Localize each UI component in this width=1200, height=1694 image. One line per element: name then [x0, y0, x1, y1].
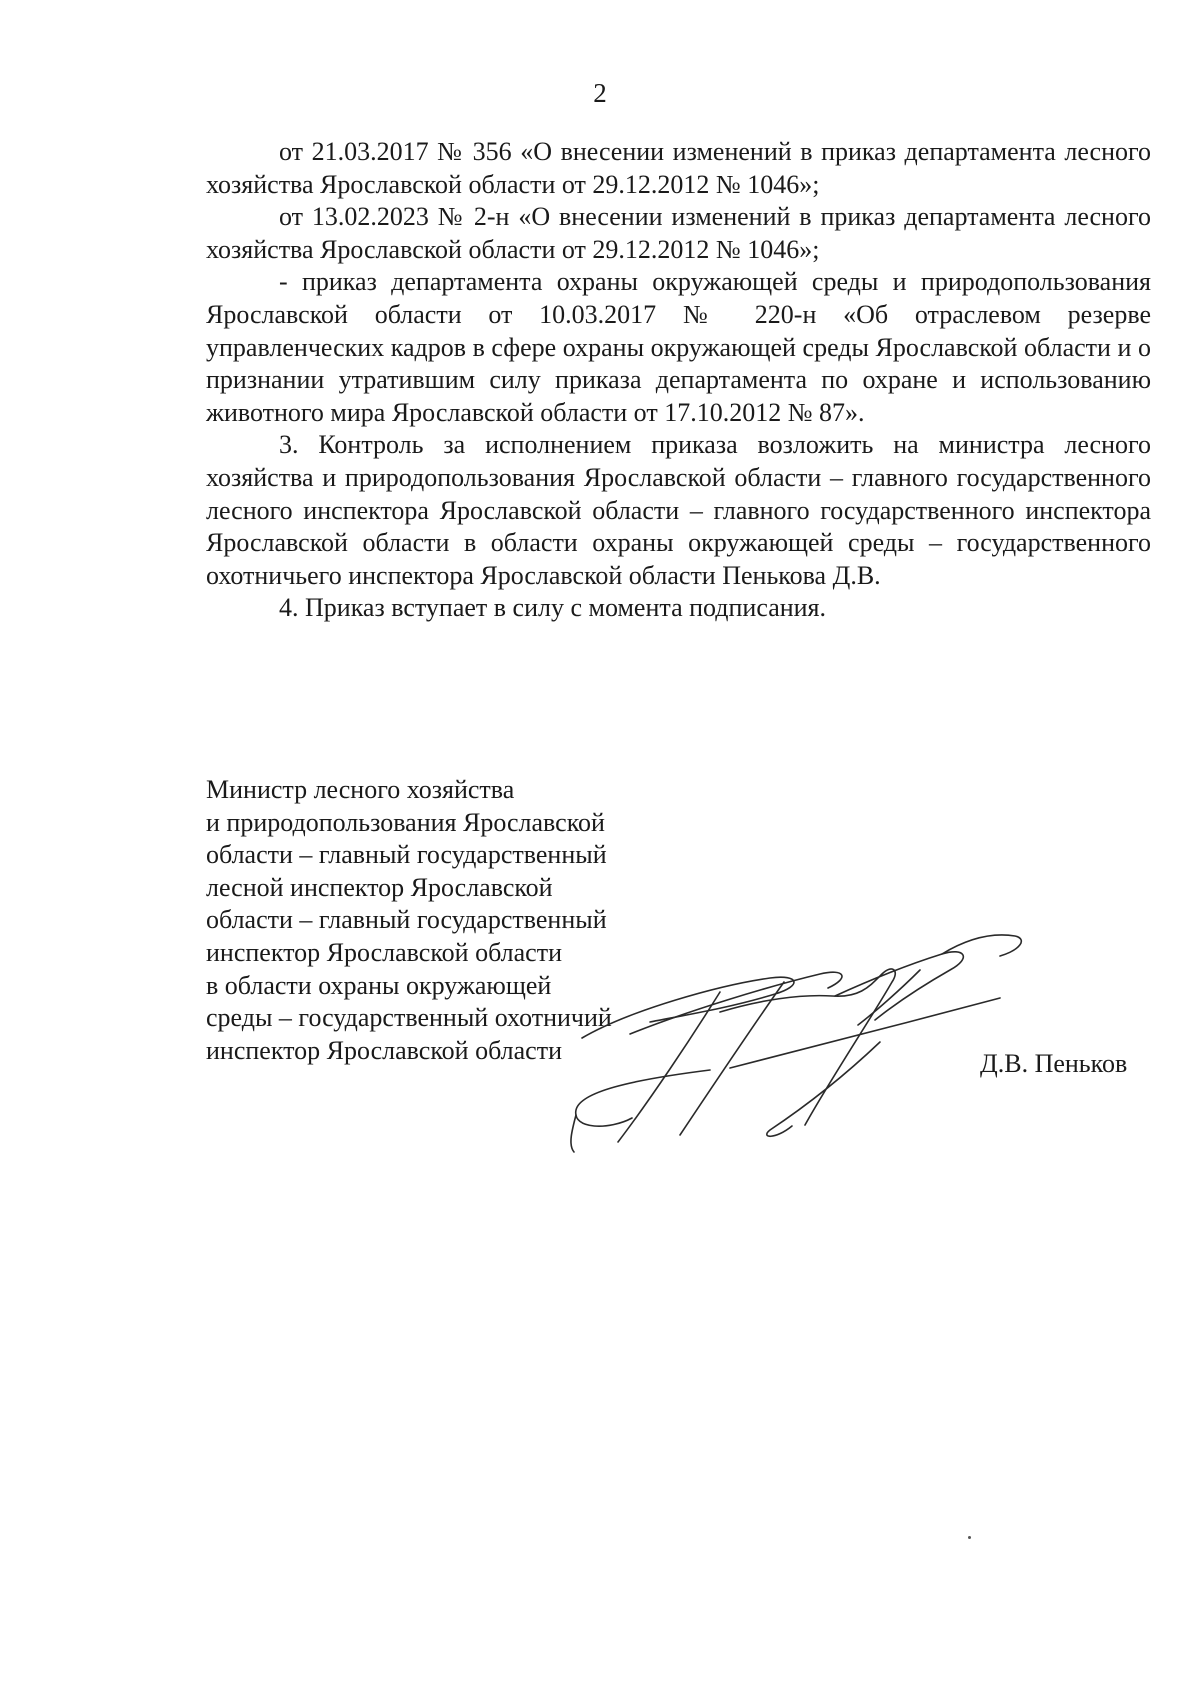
handwritten-signature — [570, 930, 1090, 1160]
signatory-position-line: области – главный государственный — [206, 905, 607, 935]
scan-speck — [968, 1536, 971, 1539]
signatory-position-line: области – главный государственный — [206, 840, 607, 870]
signatory-position-line: среды – государственный охотничий — [206, 1003, 612, 1033]
document-body — [206, 136, 1151, 625]
signatory-position-line: лесной инспектор Ярославской — [206, 872, 553, 902]
paragraph-order-reserve: - приказ департамента охраны окружающей среды и природопользования Ярославской области от 10.03.2017 № 220-н «Об отраслевом резерве управленческих кадров в сфере охраны окружающей среды Ярославской области и о признании утратившим силу приказа департамента по охране и использованию животного мира Ярославской области от 17.10.2012 № 87». — [206, 267, 1151, 427]
page-number: 2 — [593, 78, 607, 108]
signer-name: Д.В. Пеньков — [980, 1049, 1128, 1078]
paragraph-control: 3. Контроль за исполнением приказа возложить на министра лесного хозяйства и природопользования Ярославской области – главного государственного лесного инспектора Ярославской области – главного государственного инспектора Ярославской области в области охраны окружающей среды – государственного охотничьего инспектора Ярославской области Пенькова Д.В. — [206, 430, 1151, 590]
signatory-position-line: и природопользования Ярославской — [206, 807, 605, 837]
signatory-position-line: инспектор Ярославской области — [206, 1035, 562, 1065]
paragraph-amendment-2023: от 13.02.2023 № 2-н «О внесении изменений в приказ департамента лесного хозяйства Ярославской области от 29.12.2012 № 1046»; — [206, 202, 1151, 264]
paragraph-amendment-2017: от 21.03.2017 № 356 «О внесении изменений в приказ департамента лесного хозяйства Ярославской области от 29.12.2012 № 1046»; — [206, 137, 1151, 199]
signatory-position — [206, 774, 612, 1067]
paragraph-effective: 4. Приказ вступает в силу с момента подписания. — [279, 593, 827, 623]
signatory-position-line: инспектор Ярославской области — [206, 937, 562, 967]
signatory-position-line: в области охраны окружающей — [206, 970, 552, 1000]
signatory-position-line: Министр лесного хозяйства — [206, 775, 515, 804]
